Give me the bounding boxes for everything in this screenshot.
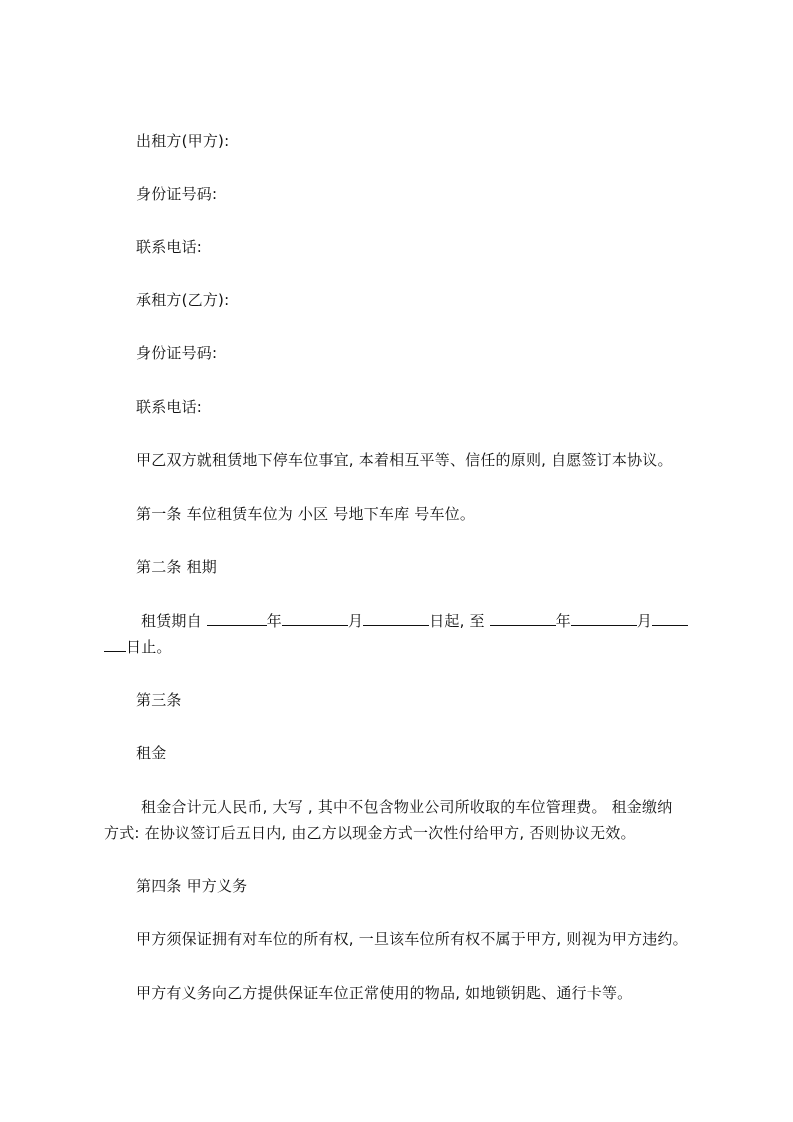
start-year-unit: 年 bbox=[266, 612, 282, 630]
lessor-id-label: 身份证号码: bbox=[136, 185, 218, 203]
article4-item1: 甲方须保证拥有对车位的所有权, 一旦该车位所有权不属于甲方, 则视为甲方违约。 bbox=[136, 930, 688, 948]
article2-title: 第二条 租期 bbox=[136, 558, 217, 576]
rent-paragraph-line1: 租金合计元人民币, 大写 , 其中不包含物业公司所收取的车位管理费。 租金缴纳 bbox=[141, 798, 673, 816]
lessor-phone-label: 联系电话: bbox=[136, 238, 203, 256]
lease-term-line-2 bbox=[104, 637, 172, 657]
article3-title: 第三条 bbox=[136, 691, 182, 709]
article4-item2: 甲方有义务向乙方提供保证车位正常使用的物品, 如地锁钥匙、通行卡等。 bbox=[136, 984, 633, 1002]
end-day-blank-part2 bbox=[104, 637, 126, 652]
start-month-unit: 月 bbox=[347, 612, 364, 630]
start-day-suffix: 日起, 至 bbox=[429, 612, 485, 630]
start-year-blank bbox=[207, 611, 267, 626]
lessee-phone-label: 联系电话: bbox=[136, 398, 203, 416]
term-start-text: 租赁期自 bbox=[141, 612, 202, 630]
lessee-id-label: 身份证号码: bbox=[136, 344, 218, 362]
end-day-blank-part1 bbox=[652, 611, 688, 626]
article1-paragraph: 第一条 车位租赁车位为 小区 号地下车库 号车位。 bbox=[136, 505, 476, 523]
end-year-unit: 年 bbox=[555, 612, 571, 630]
rent-paragraph-line2: 方式: 在协议签订后五日内, 由乙方以现金方式一次性付给甲方, 否则协议无效。 bbox=[104, 824, 636, 842]
lessee-label: 承租方(乙方): bbox=[136, 291, 230, 309]
end-year-blank bbox=[490, 611, 556, 626]
lessor-label: 出租方(甲方): bbox=[136, 132, 230, 150]
article3-subtitle: 租金 bbox=[136, 744, 167, 762]
term-end-suffix: 日止。 bbox=[126, 638, 172, 656]
end-month-unit: 月 bbox=[636, 612, 653, 630]
start-day-blank bbox=[363, 611, 429, 626]
end-month-blank bbox=[571, 611, 637, 626]
start-month-blank bbox=[282, 611, 348, 626]
lease-term-line bbox=[141, 611, 688, 631]
intro-paragraph: 甲乙双方就租赁地下停车位事宜, 本着相互平等、信任的原则, 自愿签订本协议。 bbox=[136, 451, 673, 469]
article4-title: 第四条 甲方义务 bbox=[136, 877, 248, 895]
